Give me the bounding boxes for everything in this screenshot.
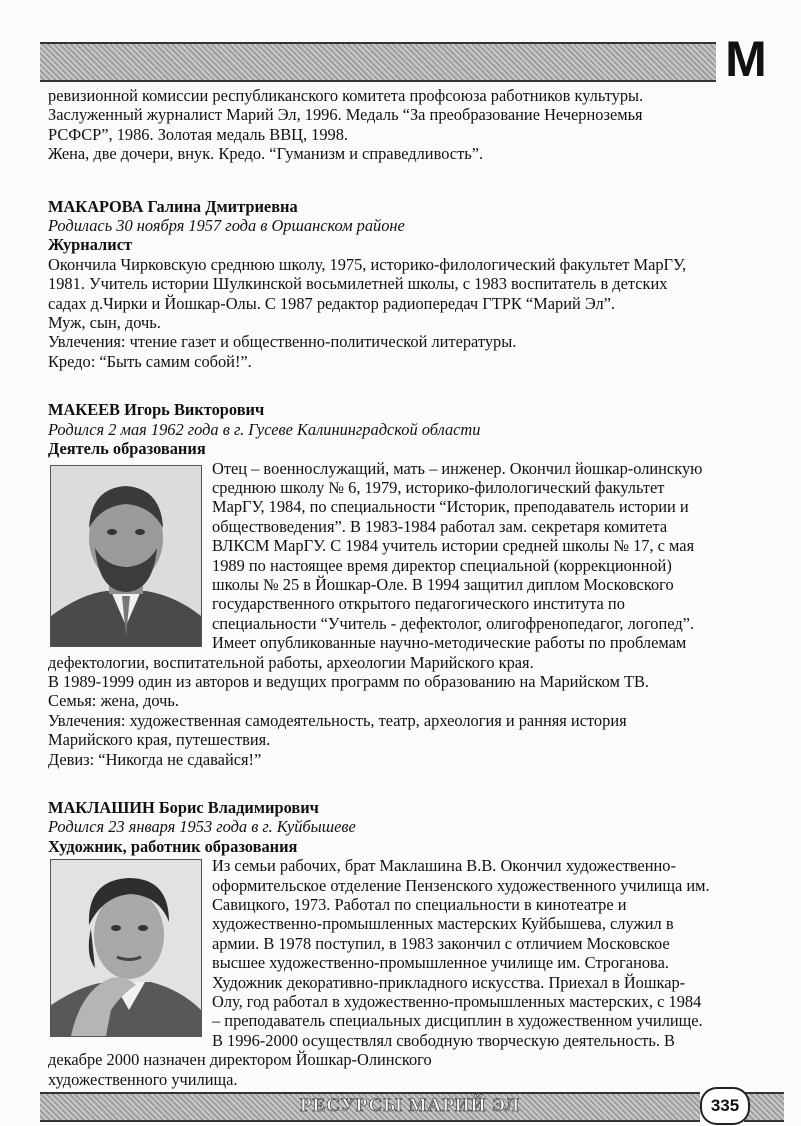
portrait-photo [50,859,202,1037]
text-line: Художник декоративно-прикладного искусства. Приехал в Йошкар- [212,972,686,992]
text-line: Отец – военнослужащий, мать – инженер. Окончил йошкар-олинскую [212,458,703,478]
portrait-makeev-image [51,466,201,646]
entry-role: Журналист [48,235,133,255]
intro-paragraph [48,86,758,164]
text-line: Олу, год работал в художественно-промышленных мастерских, с 1984 [212,992,702,1012]
page-number: 335 [700,1087,750,1125]
entry-name: МАКАРОВА Галина Дмитриевна [48,196,298,216]
entry-birth: Родился 2 мая 1962 года в г. Гусеве Калининградской области [48,419,481,439]
text-line: специальности “Учитель - дефектолог, олигофренопедагог, логопед”. [212,613,695,633]
text-line: Девиз: “Никогда не сдавайся!” [48,749,262,769]
text-line: Марийского края, путешествия. [48,730,271,750]
text-line: садах д.Чирки и Йошкар-Олы. С 1987 редактор радиопередач ГТРК “Марий Эл”. [48,293,616,313]
text-line: – преподаватель специальных дисциплин в художественном училище. [212,1011,703,1031]
portrait-photo [50,465,202,647]
text-line: Савицкого, 1973. Работал по специальности в кинотеатре и [212,895,627,915]
entry-makeev [48,400,758,769]
header-decorative-band [40,42,716,82]
text-line: Заслуженный журналист Марий Эл, 1996. Медаль “За преобразование Нечерноземья [48,105,643,125]
text-line: Жена, две дочери, внук. Кредо. “Гуманизм и справедливость”. [48,144,484,164]
entry-name: МАКЛАШИН Борис Владимирович [48,798,319,817]
text-line: оформительское отделение Пензенского художественного училища им. [212,875,710,895]
entry-birth: Родилась 30 ноября 1957 года в Оршанском районе [48,216,405,236]
text-line: обществоведения”. В 1983-1984 работал зам. секретаря комитета [212,516,668,536]
entry-birth: Родился 23 января 1953 года в г. Куйбышеве [48,817,356,837]
text-line: среднюю школу № 6, 1979, историко-филологический факультет [212,477,665,497]
text-line: ревизионной комиссии республиканского комитета профсоюза работников культуры. [48,86,644,105]
text-line: РСФСР”, 1986. Золотая медаль ВВЦ, 1998. [48,124,349,144]
text-line: Имеет опубликованные научно-методические работы по проблемам [212,633,687,653]
text-line: ВЛКСМ МарГУ. С 1984 учитель истории средней школы № 17, с мая [212,536,695,556]
entry-makarova [48,197,758,372]
text-line: Кредо: “Быть самим собой!”. [48,351,252,371]
footer-title: РЕСУРСЫ МАРИЙ ЭЛ [299,1095,521,1116]
text-line: Из семьи рабочих, брат Маклашина В.В. Окончил художественно- [212,856,676,876]
text-line: высшее художественно-промышленное училище им. Строганова. [212,953,669,973]
text-line: дефектологии, воспитательной работы, археологии Марийского края. [48,652,534,672]
text-line: 1989 по настоящее время директор специальной (коррекционной) [212,555,672,575]
text-line: Увлечения: чтение газет и общественно-политической литературы. [48,332,517,352]
text-line: Увлечения: художественная самодеятельность, театр, археология и ранняя история [48,710,627,730]
text-line: армии. В 1978 поступил, в 1983 закончил с отличием Московское [212,933,670,953]
footer-decorative-band-right [744,1092,784,1122]
page-content [48,86,758,1089]
text-line: Муж, сын, дочь. [48,313,161,333]
entry-name: МАКЕЕВ Игорь Викторович [48,400,265,420]
text-line: МарГУ, 1984, по специальности “Историк, преподаватель истории и [212,497,689,517]
text-line: школы № 25 в Йошкар-Оле. В 1994 защитил диплом Московского [212,574,674,594]
text-line: Семья: жена, дочь. [48,691,179,711]
text-line: В 1989-1999 один из авторов и ведущих программ по образованию на Марийском ТВ. [48,671,650,691]
text-line: художественно-промышленных мастерских Куйбышева, служил в [212,914,674,934]
text-line: декабре 2000 назначен директором Йошкар-Олинского [48,1050,432,1070]
portrait-maklashin-image [51,860,201,1036]
text-line: 1981. Учитель истории Шулкинской восьмилетней школы, с 1983 воспитатель в детских [48,274,668,294]
entry-role: Художник, работник образования [48,836,298,856]
entry-role: Деятель образования [48,439,206,459]
section-letter: М [725,31,767,87]
text-line: государственного открытого педагогического института по [212,594,625,614]
text-line: Окончила Чирковскую среднюю школу, 1975, историко-филологический факультет МарГУ, [48,254,687,274]
text-line: В 1996-2000 осуществлял свободную творческую деятельность. В [212,1030,675,1050]
entry-maklashin [48,798,758,1089]
text-line: художественного училища. [48,1069,238,1089]
